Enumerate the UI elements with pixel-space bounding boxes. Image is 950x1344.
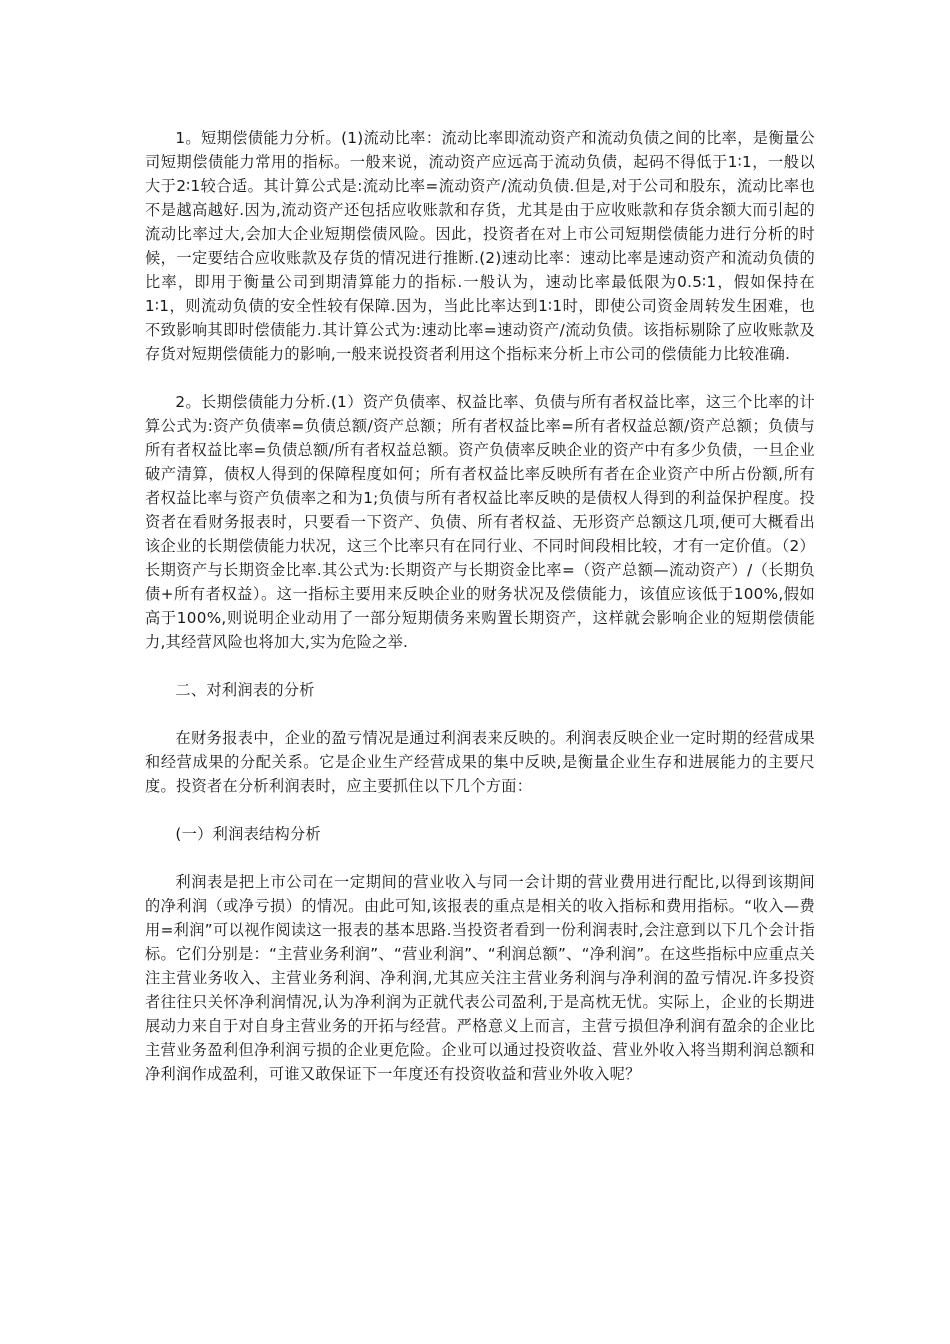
subsection-heading-structure-analysis: (一）利润表结构分析 — [175, 825, 322, 843]
section-heading-income-statement: 二、对利润表的分析 — [175, 681, 315, 699]
paragraph-income-statement-intro: 在财务报表中，企业的盈亏情况是通过利润表来反映的。利润表反映企业一定时期的经营成果和经营成果的分配关系。它是企业生产经营成果的集中反映,是衡量企业生存和进展能力的主要尺度。投资者在分析利润表时，应主要抓住以下几个方面： — [145, 729, 815, 795]
paragraph-short-term-solvency: 1。短期偿债能力分析。(1)流动比率：流动比率即流动资产和流动负债之间的比率，是衡量公司短期偿债能力常用的指标。一般来说，流动资产应远高于流动负债，起码不得低于1∶1，一般以大于2∶1较合适。其计算公式是:流动比率=流动资产/流动负债.但是,对于公司和股东，流动比率也不是越高越好.因为,流动资产还包括应收账款和存货，尤其是由于应收账款和存货余额大而引起的流动比率过大,会加大企业短期偿债风险。因此，投资者在对上市公司短期偿债能力进行分析的时候，一定要结合应收账款及存货的情况进行推断.(2)速动比率：速动比率是速动资产和流动负债的比率，即用于衡量公司到期清算能力的指标.一般认为，速动比率最低限为0.5∶1，假如保持在1∶1，则流动负债的安全性较有保障.因为，当此比率达到1∶1时，即使公司资金周转发生困难，也不致影响其即时偿债能力.其计算公式为:速动比率=速动资产/流动负债。该指标剔除了应收账款及存货对短期偿债能力的影响,一般来说投资者利用这个指标来分析上市公司的偿债能力比较准确. — [145, 129, 815, 363]
document-page — [145, 126, 815, 1086]
paragraph-structure-analysis: 利润表是把上市公司在一定期间的营业收入与同一会计期的营业费用进行配比,以得到该期间的净利润（或净亏损）的情况。由此可知,该报表的重点是相关的收入指标和费用指标。“收入—费用=利润”可以视作阅读这一报表的基本思路.当投资者看到一份利润表时,会注意到以下几个会计指标。它们分别是：“主营业务利润”、“营业利润”、“利润总额”、“净利润”。在这些指标中应重点关注主营业务收入、主营业务利润、净利润,尤其应关注主营业务利润与净利润的盈亏情况.许多投资者往往只关怀净利润情况,认为净利润为正就代表公司盈利,于是高枕无忧。实际上，企业的长期进展动力来自于对自身主营业务的开拓与经营。严格意义上而言，主营亏损但净利润有盈余的企业比主营业务盈利但净利润亏损的企业更危险。企业可以通过投资收益、营业外收入将当期利润总额和净利润作成盈利，可谁又敢保证下一年度还有投资收益和营业外收入呢？ — [145, 873, 815, 1083]
paragraph-long-term-solvency: 2。长期偿债能力分析.(1）资产负债率、权益比率、负债与所有者权益比率，这三个比率的计算公式为:资产负债率=负债总额/资产总额；所有者权益比率=所有者权益总额/资产总额；负债与所有者权益比率=负债总额/所有者权益总额。资产负债率反映企业的资产中有多少负债，一旦企业破产清算，债权人得到的保障程度如何；所有者权益比率反映所有者在企业资产中所占份额,所有者权益比率与资产负债率之和为1;负债与所有者权益比率反映的是债权人得到的利益保护程度。投资者在看财务报表时，只要看一下资产、负债、所有者权益、无形资产总额这几项,便可大概看出该企业的长期偿债能力状况，这三个比率只有在同行业、不同时间段相比较，才有一定价值。（2）长期资产与长期资金比率.其公式为:长期资产与长期资金比率=（资产总额—流动资产）/（长期负债+所有者权益）。这一指标主要用来反映企业的财务状况及偿债能力，该值应该低于100%,假如高于100%,则说明企业动用了一部分短期债务来购置长期资产，这样就会影响企业的短期偿债能力,其经营风险也将加大,实为危险之举. — [145, 393, 815, 651]
